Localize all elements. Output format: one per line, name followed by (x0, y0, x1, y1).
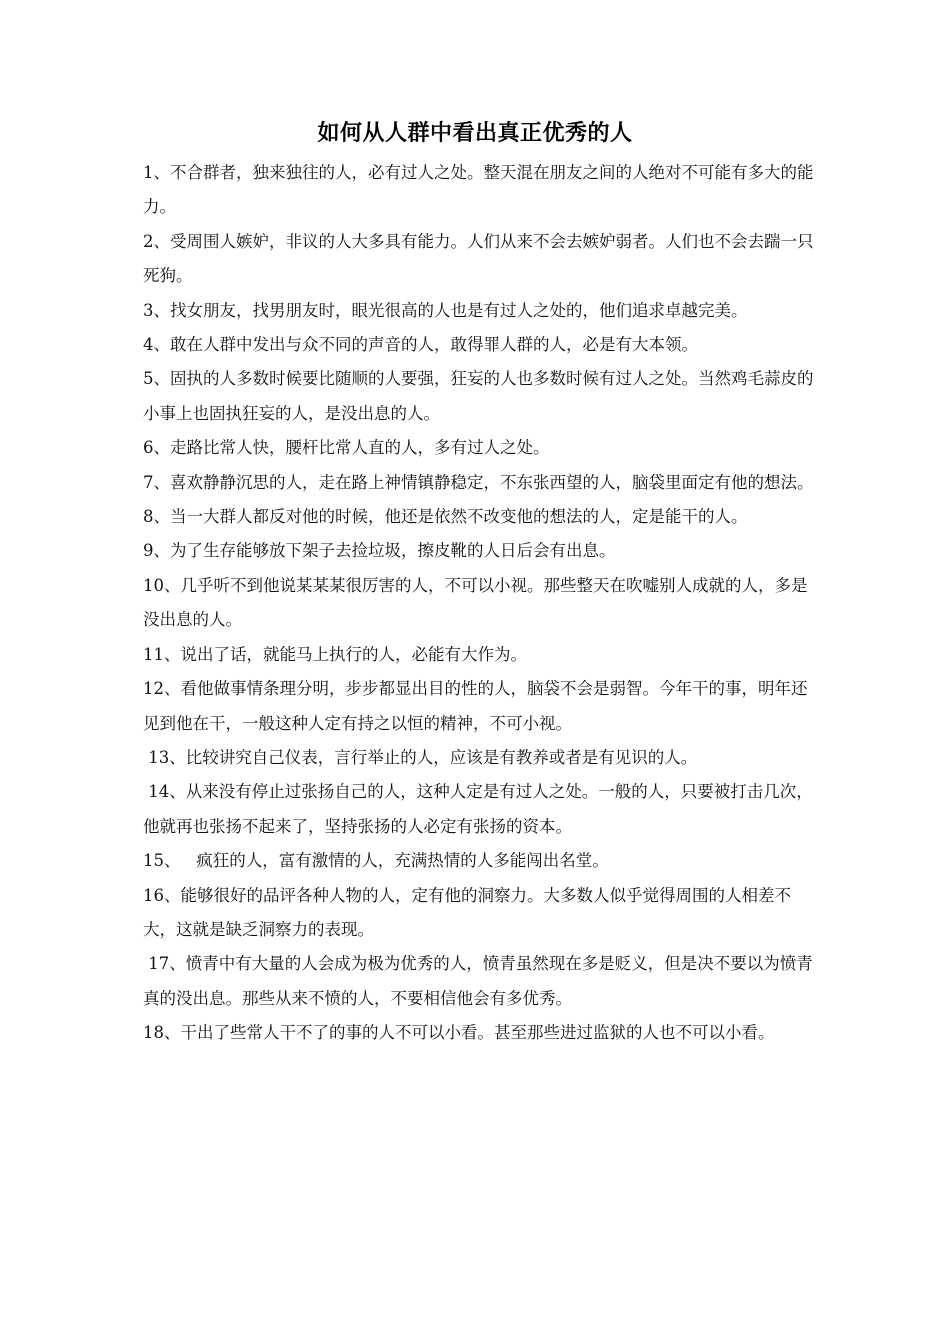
paragraph-2: 2、受周围人嫉妒，非议的人大多具有能力。人们从来不会去嫉妒弱者。人们也不会去踹一只死狗。 (143, 231, 814, 286)
paragraph-10: 10、几乎听不到他说某某某很厉害的人，不可以小视。那些整天在吹嘘别人成就的人，多是没出息的人。 (143, 575, 808, 630)
paragraph-7: 7、喜欢静静沉思的人，走在路上神情镇静稳定，不东张西望的人，脑袋里面定有他的想法。 (143, 472, 814, 492)
paragraph-18: 18、干出了些常人干不了的事的人不可以小看。甚至那些进过监狱的人也不可以小看。 (143, 1023, 775, 1043)
paragraph-6: 6、走路比常人快，腰杆比常人直的人，多有过人之处。 (143, 438, 550, 458)
paragraph-1: 1、不合群者，独来独往的人，必有过人之处。整天混在朋友之间的人绝对不可能有多大的能力。 (143, 163, 814, 217)
paragraph-9: 9、为了生存能够放下架子去捡垃圾，擦皮靴的人日后会有出息。 (143, 541, 616, 561)
document-body (143, 156, 823, 1051)
paragraph-16: 16、能够很好的品评各种人物的人，定有他的洞察力。大多数人似乎觉得周围的人相差不大，这就是缺乏洞察力的表现。 (143, 885, 791, 939)
paragraph-5: 5、固执的人多数时候要比随顺的人要强，狂妄的人也多数时候有过人之处。当然鸡毛蒜皮的小事上也固执狂妄的人，是没出息的人。 (143, 369, 814, 423)
paragraph-17: 17、愤青中有大量的人会成为极为优秀的人，愤青虽然现在多是贬义，但是决不要以为愤青真的没出息。那些从来不愤的人，不要相信他会有多优秀。 (143, 954, 813, 1008)
paragraph-4: 4、敢在人群中发出与众不同的声音的人，敢得罪人群的人，必是有大本领。 (143, 335, 698, 355)
paragraph-14: 14、从来没有停止过张扬自己的人，这种人定是有过人之处。一般的人，只要被打击几次，他就再也张扬不起来了，坚持张扬的人必定有张扬的资本。 (143, 782, 813, 836)
paragraph-3: 3、找女朋友，找男朋友时，眼光很高的人也是有过人之处的，他们追求卓越完美。 (143, 300, 748, 320)
paragraph-15: 15、 疯狂的人，富有激情的人，充满热情的人多能闯出名堂。 (143, 851, 609, 871)
paragraph-13: 13、比较讲究自己仪表，言行举止的人，应该是有教养或者是有见识的人。 (143, 747, 698, 767)
paragraph-8: 8、当一大群人都反对他的时候，他还是依然不改变他的想法的人，定是能干的人。 (143, 507, 748, 527)
document-title: 如何从人群中看出真正优秀的人 (317, 121, 633, 146)
paragraph-11: 11、说出了话，就能马上执行的人，必能有大作为。 (143, 644, 527, 664)
paragraph-12: 12、看他做事情条理分明，步步都显出目的性的人，脑袋不会是弱智。今年干的事，明年还见到他在干，一般这种人定有持之以恒的精神，不可小视。 (143, 679, 808, 733)
